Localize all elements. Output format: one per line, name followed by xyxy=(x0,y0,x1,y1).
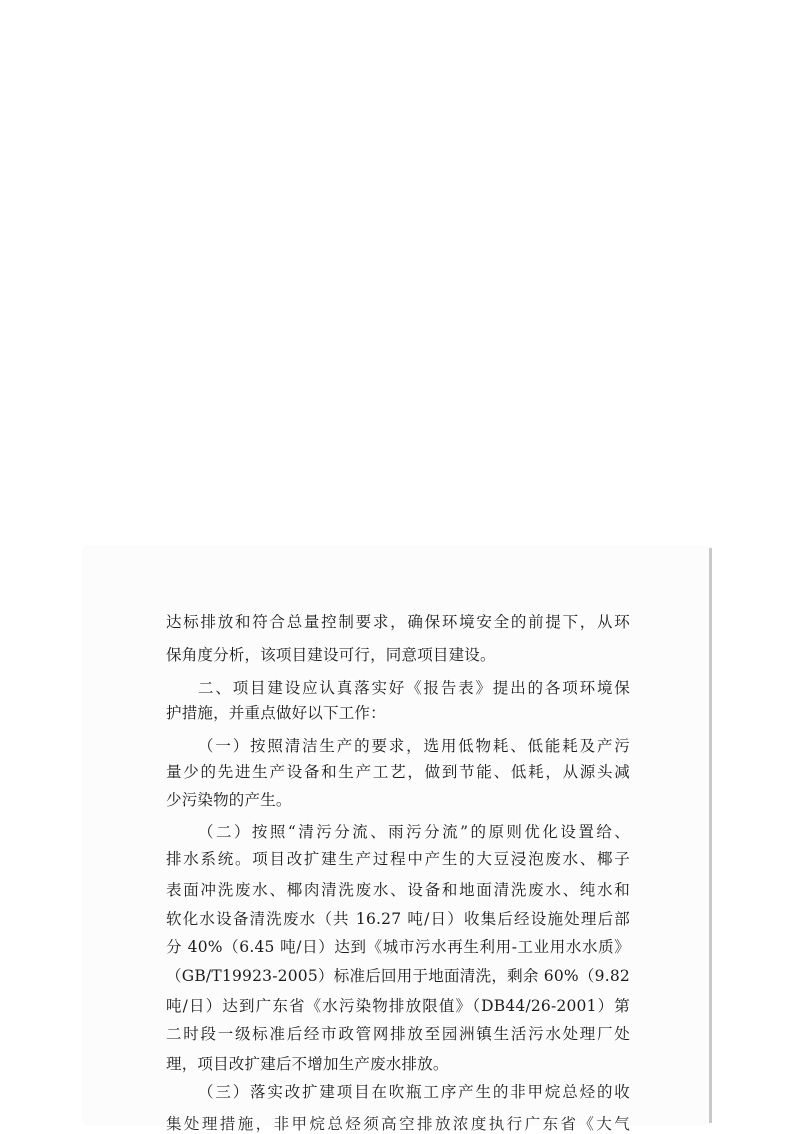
text-line: 理，项目改扩建后不增加生产废水排放。 xyxy=(166,1055,449,1073)
text-line: （GB/T19923-2005）标准后回用于地面清洗，剩余 60%（9.82 xyxy=(166,967,630,985)
page-edge xyxy=(709,548,712,1123)
text-line: 量少的先进生产设备和生产工艺，做到节能、低耗，从源头减 xyxy=(166,763,630,781)
text-line: 保角度分析，该项目建设可行，同意项目建设。 xyxy=(166,646,496,664)
text-line: （一）按照清洁生产的要求，选用低物耗、低能耗及产污 xyxy=(198,737,630,755)
text-line: 二时段一级标准后经市政管网排放至园洲镇生活污水处理厂处 xyxy=(166,1025,630,1043)
text-line: 吨/日）达到广东省《水污染物排放限值》（DB44/26-2001）第 xyxy=(166,997,630,1015)
blank-area xyxy=(0,0,794,548)
text-line: 表面冲洗废水、椰肉清洗废水、设备和地面清洗废水、纯水和 xyxy=(166,881,630,899)
text-line: 分 40%（6.45 吨/日）达到《城市污水再生利用-工业用水水质》 xyxy=(166,938,630,956)
text-line: 软化水设备清洗废水（共 16.27 吨/日）收集后经设施处理后部 xyxy=(166,910,630,928)
text-line: 二、项目建设应认真落实好《报告表》提出的各项环境保 xyxy=(198,679,630,697)
text-line: 少污染物的产生。 xyxy=(166,791,292,809)
text-line: 护措施，并重点做好以下工作： xyxy=(166,704,386,722)
text-line: 达标排放和符合总量控制要求，确保环境安全的前提下，从环 xyxy=(166,613,630,631)
text-line: （二）按照“清污分流、雨污分流”的原则优化设置给、 xyxy=(198,823,630,841)
text-line: 排水系统。项目改扩建生产过程中产生的大豆浸泡废水、椰子 xyxy=(166,850,630,868)
text-line: （三）落实改扩建项目在吹瓶工序产生的非甲烷总烃的收 xyxy=(198,1083,630,1101)
text-line-cut: 集处理措施，非甲烷总烃须高空排放浓度执行广东省《大气 xyxy=(166,1115,630,1133)
